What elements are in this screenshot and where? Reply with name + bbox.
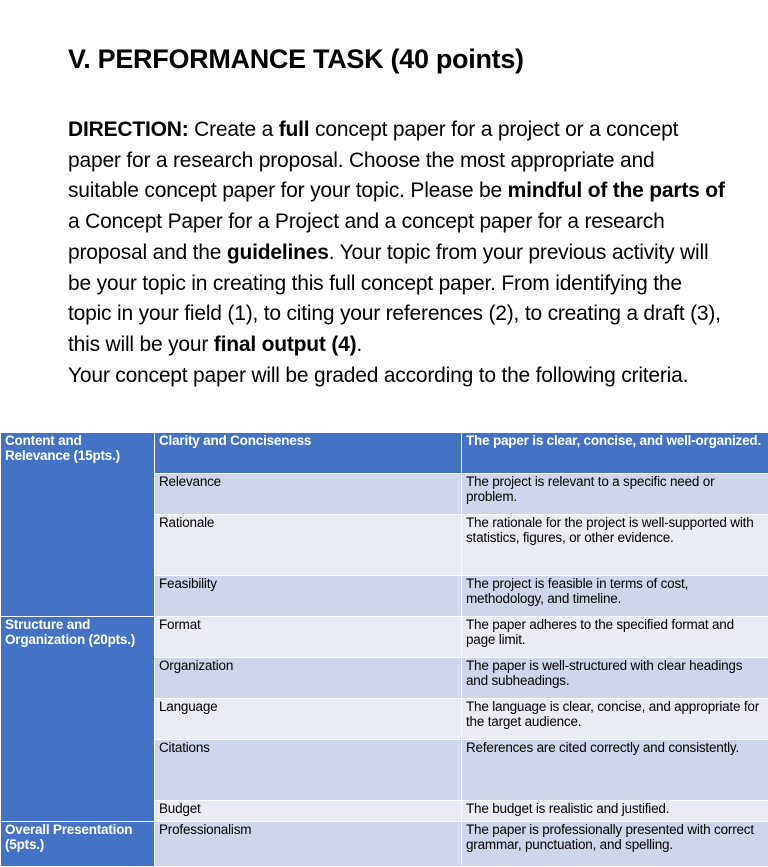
direction-paragraph xyxy=(68,115,728,391)
criterion-cell: Feasibility xyxy=(155,576,462,617)
direction-text: a Concept Paper for a Project and a concept paper for a research proposal and the xyxy=(68,210,665,264)
criterion-cell: Organization xyxy=(155,658,462,699)
category-cell: Content and Relevance (15pts.) xyxy=(1,433,155,617)
description-cell: The project is feasible in terms of cost, methodology, and timeline. xyxy=(462,576,768,617)
description-cell: The paper is clear, concise, and well-organized. xyxy=(462,433,768,474)
direction-emphasis: final output (4) xyxy=(214,333,357,356)
criterion-cell: Language xyxy=(155,699,462,740)
criterion-cell: Professionalism xyxy=(155,822,462,867)
category-cell: Overall Presentation (5pts.) xyxy=(1,822,155,867)
criterion-cell: Clarity and Conciseness xyxy=(155,433,462,474)
table-row xyxy=(1,822,768,867)
criterion-cell: Budget xyxy=(155,801,462,822)
direction-emphasis: full xyxy=(279,118,310,141)
direction-emphasis: guidelines xyxy=(227,241,329,264)
direction-text: concept paper for a project or a concept paper for a research proposal. Choose the most appropriate and suitable concept paper for your topic. Please be xyxy=(68,118,678,202)
description-cell: The budget is realistic and justified. xyxy=(462,801,768,822)
direction-emphasis: mindful of the parts of xyxy=(508,179,725,202)
direction-text: . Your topic from your previous activity will be your topic in creating this full concept paper. From identifying the topic in your field (1), to citing your references (2), to creating a draft (3), this will be your xyxy=(68,241,721,356)
criterion-cell: Format xyxy=(155,617,462,658)
criterion-cell: Relevance xyxy=(155,474,462,515)
direction-text: . xyxy=(356,333,362,356)
direction-label: DIRECTION: xyxy=(68,118,189,141)
description-cell: The paper is professionally presented with correct grammar, punctuation, and spelling. xyxy=(462,822,768,867)
description-cell: The project is relevant to a specific need or problem. xyxy=(462,474,768,515)
direction-text: Create a xyxy=(189,118,279,141)
table-row xyxy=(1,617,768,658)
grading-note: Your concept paper will be graded according to the following criteria. xyxy=(68,364,688,387)
category-cell: Structure and Organization (20pts.) xyxy=(1,617,155,822)
page-title: V. PERFORMANCE TASK (40 points) xyxy=(68,44,524,75)
description-cell: References are cited correctly and consistently. xyxy=(462,740,768,801)
criterion-cell: Rationale xyxy=(155,515,462,576)
table-row xyxy=(1,433,768,474)
description-cell: The paper adheres to the specified format and page limit. xyxy=(462,617,768,658)
description-cell: The rationale for the project is well-supported with statistics, figures, or other evidence. xyxy=(462,515,768,576)
rubric-table xyxy=(0,432,768,867)
criterion-cell: Citations xyxy=(155,740,462,801)
description-cell: The language is clear, concise, and appropriate for the target audience. xyxy=(462,699,768,740)
description-cell: The paper is well-structured with clear headings and subheadings. xyxy=(462,658,768,699)
